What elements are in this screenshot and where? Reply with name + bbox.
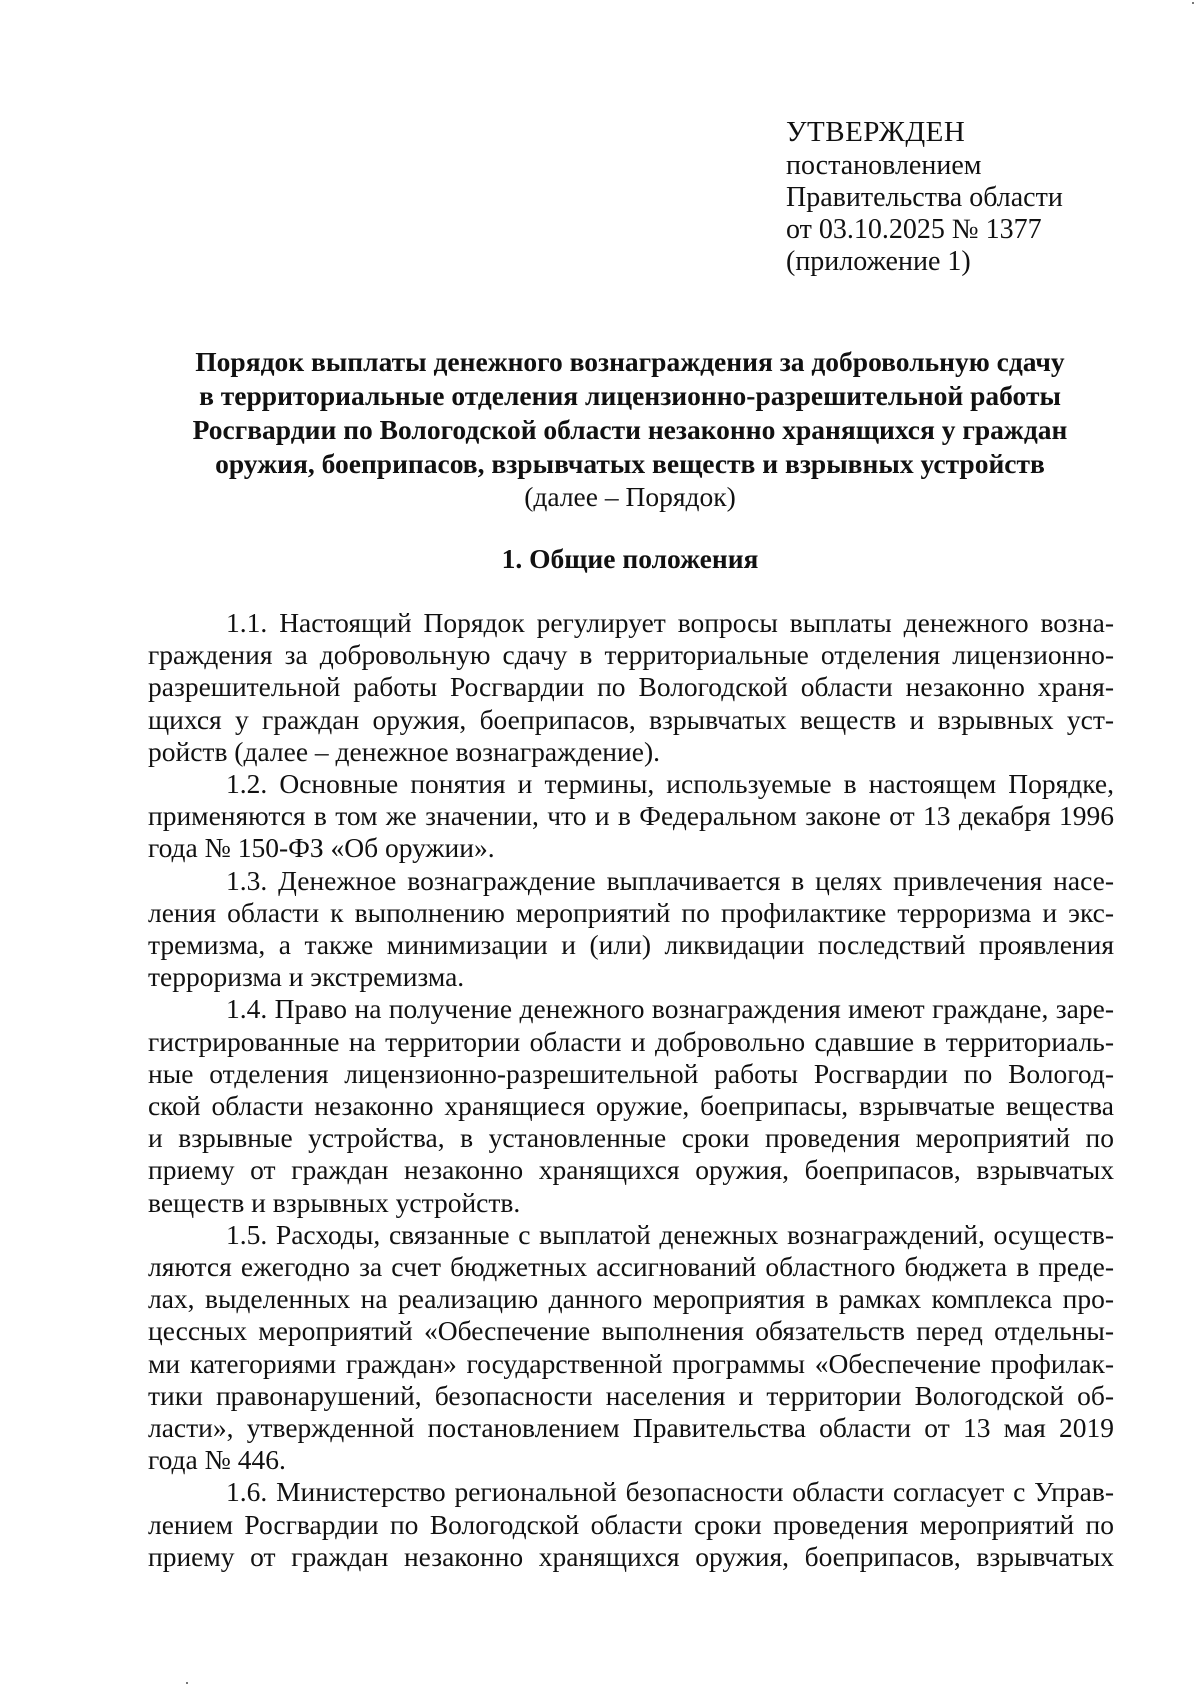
title-line: в территориальные отделения лицензионно-разрешительной работы bbox=[199, 380, 1061, 411]
title-line: Росгвардии по Вологодской области незаконно хранящихся у граждан bbox=[192, 414, 1068, 445]
approval-line: постановлением bbox=[786, 150, 982, 181]
title-line: Порядок выплаты денежного вознаграждения за добровольную сдачу bbox=[195, 346, 1065, 377]
paragraph-first-line: 1.4. Право на получение денежного вознаграждения имеют граждане, заре- bbox=[226, 993, 1114, 1025]
approval-line: Правительства области bbox=[786, 182, 1063, 213]
approval-line: (приложение 1) bbox=[786, 246, 971, 277]
paragraph-line: ской области незаконно хранящиеся оружие, боеприпасы, взрывчатые вещества bbox=[148, 1090, 1114, 1122]
paragraph-line: лах, выделенных на реализацию данного мероприятия в рамках комплекса про- bbox=[148, 1283, 1114, 1315]
paragraph-first-line: 1.5. Расходы, связанные с выплатой денежных вознаграждений, осуществ- bbox=[226, 1218, 1114, 1250]
paragraph-first-line: 1.3. Денежное вознаграждение выплачивается в целях привлечения насе- bbox=[226, 864, 1114, 896]
paragraph-line: разрешительной работы Росгвардии по Вологодской области незаконно храня- bbox=[148, 671, 1114, 703]
paragraph-line: ми категориями граждан» государственной программы «Обеспечение профилак- bbox=[148, 1347, 1114, 1379]
paragraph-line: веществ и взрывных устройств. bbox=[148, 1186, 521, 1218]
scan-artifact bbox=[186, 1682, 188, 1684]
paragraph-first-line: 1.6. Министерство региональной безопасности области согласует с Управ- bbox=[226, 1476, 1114, 1508]
paragraph-line: щихся у граждан оружия, боеприпасов, взрывчатых веществ и взрывных уст- bbox=[148, 703, 1114, 735]
paragraph-line: терроризма и экстремизма. bbox=[148, 961, 465, 993]
paragraph-line: лением Росгвардии по Вологодской области сроки проведения мероприятий по bbox=[148, 1508, 1114, 1540]
paragraph-line: ройств (далее – денежное вознаграждение). bbox=[148, 735, 660, 767]
paragraph-line: цессных мероприятий «Обеспечение выполнения обязательств перед отдельны- bbox=[148, 1315, 1114, 1347]
paragraph-line: года № 446. bbox=[148, 1444, 286, 1476]
document-title bbox=[150, 345, 1110, 481]
approval-heading: УТВЕРЖДЕН bbox=[786, 116, 966, 148]
paragraph-line: тремизма, а также минимизации и (или) ликвидации последствий проявления bbox=[148, 929, 1114, 961]
paragraph-line: граждения за добровольную сдачу в территориальные отделения лицензионно- bbox=[148, 639, 1114, 671]
paragraph-line: приему от граждан незаконно хранящихся оружия, боеприпасов, взрывчатых bbox=[148, 1154, 1114, 1186]
paragraph-line: ляются ежегодно за счет бюджетных ассигнований областного бюджета в преде- bbox=[148, 1251, 1114, 1283]
title-line: оружия, боеприпасов, взрывчатых веществ и взрывных устройств bbox=[215, 448, 1045, 479]
paragraph-line: приему от граждан незаконно хранящихся оружия, боеприпасов, взрывчатых bbox=[148, 1540, 1114, 1572]
approval-stamp-block bbox=[786, 116, 1146, 278]
paragraph-line: гистрированные на территории области и добровольно сдавшие в территориаль- bbox=[148, 1025, 1114, 1057]
paragraph-line: и взрывные устройства, в установленные сроки проведения мероприятий по bbox=[148, 1122, 1114, 1154]
paragraph-line: ласти», утвержденной постановлением Правительства области от 13 мая 2019 bbox=[148, 1412, 1114, 1444]
approval-line: от 03.10.2025 № 1377 bbox=[786, 214, 1042, 245]
paragraph-line: тики правонарушений, безопасности населения и территории Вологодской об- bbox=[148, 1379, 1114, 1411]
body-text bbox=[148, 607, 1114, 1573]
paragraph-line: ления области к выполнению мероприятий по профилактике терроризма и экс- bbox=[148, 896, 1114, 928]
paragraph-line: ные отделения лицензионно-разрешительной работы Росгвардии по Вологод- bbox=[148, 1057, 1114, 1089]
section-heading: 1. Общие положения bbox=[501, 543, 759, 574]
paragraph-first-line: 1.2. Основные понятия и термины, используемые в настоящем Порядке, bbox=[226, 768, 1114, 800]
scan-artifact bbox=[1192, 2, 1194, 4]
title-note: (далее – Порядок) bbox=[524, 481, 736, 512]
paragraph-line: года № 150-ФЗ «Об оружии». bbox=[148, 832, 495, 864]
paragraph-first-line: 1.1. Настоящий Порядок регулирует вопросы выплаты денежного возна- bbox=[226, 607, 1114, 638]
paragraph-line: применяются в том же значении, что и в Федеральном законе от 13 декабря 1996 bbox=[148, 800, 1114, 832]
